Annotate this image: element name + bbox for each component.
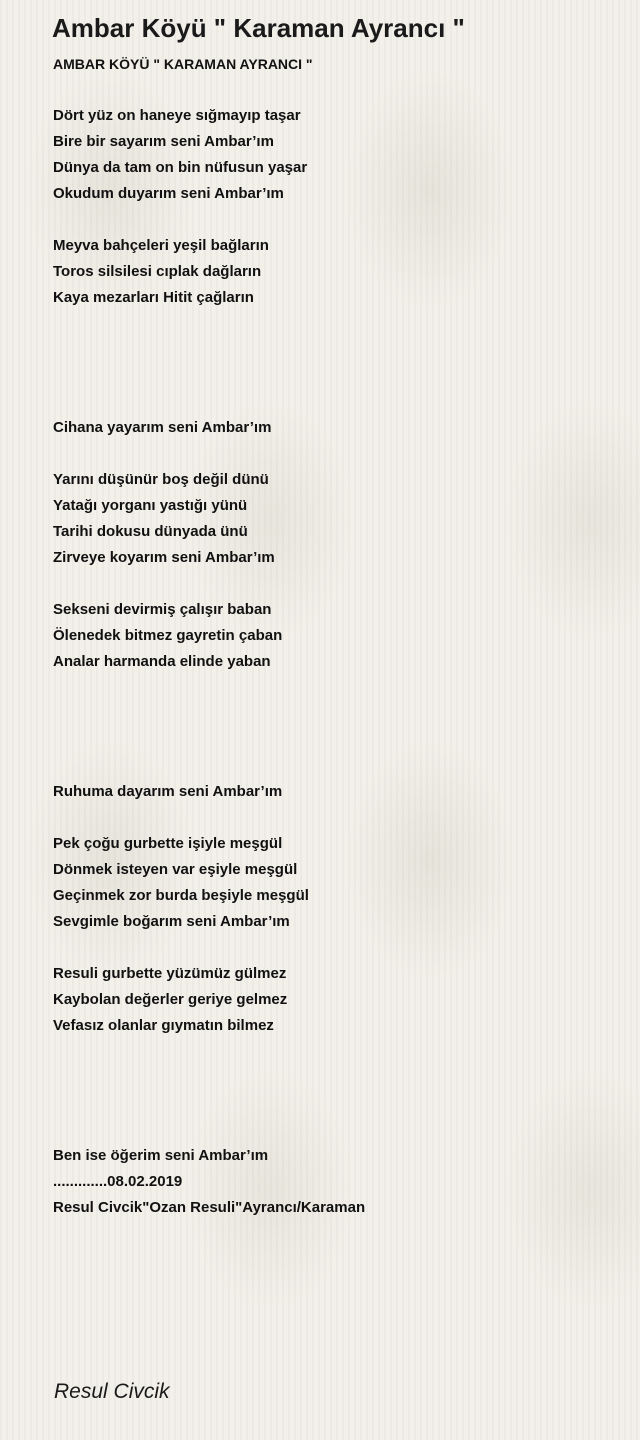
poem-line: Ben ise öğerim seni Ambar’ım [53,1147,269,1164]
poem-date: .............08.02.2019 [53,1173,183,1190]
stanza-gap [53,207,613,233]
poem-line: Tarihi dokusu dünyada ünü [53,523,248,540]
stanza [53,415,613,441]
stanza-gap [53,753,613,779]
stanza [53,779,613,805]
stanza-gap [53,311,613,389]
poem-line: Dönmek isteyen var eşiyle meşgül [53,861,298,878]
poem-line: Kaybolan değerler geriye gelmez [53,991,288,1008]
poem-line: Ölenedek bitmez gayretin çaban [53,627,283,644]
poem-line: Dört yüz on haneye sığmayıp taşar [53,107,301,124]
poem-line: Resuli gurbette yüzümüz gülmez [53,965,287,982]
stanza [53,1143,613,1221]
poem-subtitle: AMBAR KÖYÜ " KARAMAN AYRANCI " [53,56,313,72]
stanza [53,597,613,675]
author-link[interactable]: Resul Civcik [54,1380,170,1403]
poem-line: Toros silsilesi cıplak dağların [53,263,262,280]
stanza-gap [53,805,613,831]
stanza-gap [53,571,613,597]
stanza-gap [53,1117,613,1143]
stanza [53,961,613,1039]
poem-line: Geçinmek zor burda beşiyle meşgül [53,887,309,904]
stanza-gap [53,389,613,415]
poem-line: Okudum duyarım seni Ambar’ım [53,185,284,202]
stanza-gap [53,441,613,467]
stanza-gap [53,1039,613,1117]
poem-line: Yatağı yorganı yastığı yünü [53,497,248,514]
poem-line: Zirveye koyarım seni Ambar’ım [53,549,275,566]
poem-line: Vefasız olanlar gıymatın bilmez [53,1017,274,1034]
stanza-gap [53,675,613,753]
poem-line: Analar harmanda elinde yaban [53,653,271,670]
poem-signature: Resul Civcik"Ozan Resuli"Ayrancı/Karaman [53,1199,366,1216]
stanza [53,103,613,207]
poem-line: Dünya da tam on bin nüfusun yaşar [53,159,308,176]
poem-line: Sevgimle boğarım seni Ambar’ım [53,913,290,930]
stanza [53,467,613,571]
poem-body [53,103,613,1221]
stanza [53,233,613,311]
stanza [53,831,613,935]
poem-line: Yarını düşünür boş değil dünü [53,471,269,488]
poem-title: Ambar Köyü " Karaman Ayrancı " [52,13,465,43]
stanza-gap [53,935,613,961]
poem-line: Meyva bahçeleri yeşil bağların [53,237,269,254]
poem-line: Pek çoğu gurbette işiyle meşgül [53,835,283,852]
poem-line: Sekseni devirmiş çalışır baban [53,601,272,618]
poem-line: Ruhuma dayarım seni Ambar’ım [53,783,283,800]
poem-line: Kaya mezarları Hitit çağların [53,289,254,306]
poem-line: Cihana yayarım seni Ambar’ım [53,419,272,436]
poem-line: Bire bir sayarım seni Ambar’ım [53,133,274,150]
